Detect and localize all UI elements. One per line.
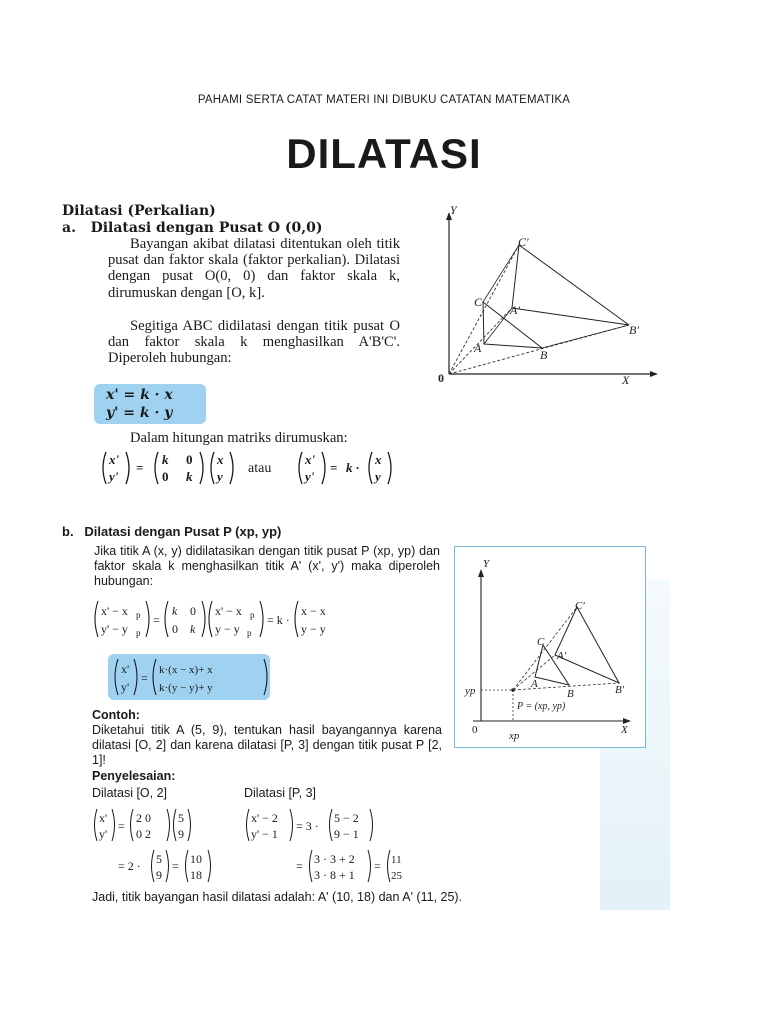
svg-text:2 0: 2 0 — [136, 811, 151, 825]
svg-text:y': y' — [305, 469, 315, 484]
svg-text:10: 10 — [190, 852, 202, 866]
origin-label: 0 — [438, 371, 444, 385]
svg-text:x' − 2: x' − 2 — [251, 811, 278, 825]
formula-box-b — [108, 654, 270, 700]
svg-text:x': x' — [121, 662, 130, 676]
svg-text:11: 11 — [391, 854, 402, 866]
matrix-or-text: atau — [248, 461, 272, 476]
svg-text:9 − 1: 9 − 1 — [334, 827, 359, 841]
svg-text:x: x — [217, 452, 224, 467]
svg-text:=: = — [136, 460, 144, 475]
dilation-diagram-origin — [418, 198, 663, 398]
matrix-formula-a — [98, 448, 398, 488]
page-title: DILATASI — [286, 130, 482, 177]
svg-text:y: y — [375, 469, 381, 484]
svg-text:x − x: x − x — [301, 604, 326, 618]
svg-text:x' − x: x' − x — [215, 604, 242, 618]
svg-text:k: k — [172, 604, 178, 618]
svg-text:y': y' — [109, 469, 119, 484]
section-a-paragraph-2: Segitiga ABC didilatasi dengan titik pusat O dan faktor skala k menghasilkan A'B'C'. Diperoleh hubungan: — [108, 318, 400, 367]
matrix-formula-b1 — [92, 598, 332, 640]
svg-text:x' − x: x' − x — [101, 604, 128, 618]
svg-text:x': x' — [99, 811, 108, 825]
svg-text:= 2 ·: = 2 · — [118, 859, 141, 873]
xp-label: xp — [509, 730, 520, 742]
section-b-heading: b. Dilatasi dengan Pusat P (xp, yp) — [62, 524, 282, 539]
svg-text:=: = — [172, 859, 179, 873]
svg-text:y: y — [217, 469, 223, 484]
svg-text:p: p — [247, 628, 252, 638]
svg-text:y': y' — [121, 680, 130, 694]
point-a-label: A — [531, 678, 538, 690]
svg-text:x: x — [375, 452, 382, 467]
svg-text:=: = — [141, 671, 148, 685]
point-b-label: B — [540, 348, 548, 362]
point-c-label: C — [474, 295, 483, 309]
dilation-diagram-p — [455, 547, 645, 747]
svg-text:= k ·: = k · — [267, 613, 290, 627]
svg-text:k: k — [186, 469, 193, 484]
svg-text:=: = — [153, 613, 160, 627]
y-axis-label: Y — [450, 203, 457, 217]
svg-text:0: 0 — [172, 622, 178, 636]
svg-text:0: 0 — [162, 469, 169, 484]
svg-text:x': x' — [305, 452, 316, 467]
section-b-paragraph-1: Jika titik A (x, y) didilatasikan dengan titik pusat P (xp, yp) dan faktor skala k menghasilkan titik A' (x', y') maka diperoleh hubungan: — [94, 544, 440, 588]
penyelesaian-label: Penyelesaian: — [92, 769, 176, 783]
formula-x: x' = k · x — [106, 387, 173, 403]
matrix-intro: Dalam hitungan matriks dirumuskan: — [130, 430, 348, 446]
svg-text:0: 0 — [186, 452, 193, 467]
svg-text:9: 9 — [156, 868, 162, 882]
section-a-subheading: a. Dilatasi dengan Pusat O (0,0) — [62, 220, 323, 236]
svg-text:18: 18 — [190, 868, 202, 882]
point-c-label: C — [537, 636, 545, 648]
point-b-prime-label: B' — [629, 323, 639, 337]
formula-y: y' = k · y — [106, 405, 173, 421]
p-label: P = (xp, yp) — [517, 701, 566, 712]
svg-text:y' − 1: y' − 1 — [251, 827, 278, 841]
svg-text:5: 5 — [178, 811, 184, 825]
svg-text:=: = — [330, 460, 338, 475]
point-a-label: A — [474, 341, 482, 355]
worked-example-2 — [244, 806, 404, 888]
dilatasi-1-label: Dilatasi [O, 2] — [92, 786, 168, 800]
svg-text:9: 9 — [178, 827, 184, 841]
svg-text:=: = — [296, 859, 303, 873]
svg-text:5: 5 — [156, 852, 162, 866]
yp-label: yp — [465, 685, 476, 697]
svg-text:p: p — [136, 610, 141, 620]
point-a-prime-label: A' — [510, 303, 520, 317]
svg-text:k: k — [190, 622, 196, 636]
point-b-prime-label: B' — [615, 684, 625, 696]
dilation-diagram-p-frame — [454, 546, 646, 748]
svg-text:=: = — [118, 819, 125, 833]
svg-text:p: p — [136, 628, 141, 638]
svg-text:y − y: y − y — [215, 622, 240, 636]
svg-text:y − y: y − y — [301, 622, 326, 636]
svg-text:k·(x − x)+ x: k·(x − x)+ x — [159, 664, 213, 676]
svg-text:k·(y − y)+ y: k·(y − y)+ y — [159, 682, 213, 694]
section-a-heading: Dilatasi (Perkalian) — [62, 203, 216, 219]
svg-text:0: 0 — [190, 604, 196, 618]
svg-text:k ·: k · — [346, 460, 359, 475]
svg-text:5 − 2: 5 − 2 — [334, 811, 359, 825]
svg-text:y' − y: y' − y — [101, 622, 128, 636]
svg-text:3 · 8 + 1: 3 · 8 + 1 — [314, 868, 355, 882]
svg-text:k: k — [162, 452, 169, 467]
point-b-label: B — [567, 688, 574, 700]
point-c-prime-label: C' — [575, 600, 585, 612]
point-a-prime-label: A' — [557, 650, 567, 662]
svg-text:3 · 3 + 2: 3 · 3 + 2 — [314, 852, 355, 866]
section-a-paragraph-1: Bayangan akibat dilatasi ditentukan oleh titik pusat dan faktor skala (faktor perkalian). Dilatasi dengan pusat O(0, 0) dan faktor skala k, dirumuskan dengan [O, k]. — [108, 236, 400, 301]
x-axis-label: X — [622, 373, 630, 387]
dilatasi-2-label: Dilatasi [P, 3] — [244, 786, 317, 800]
x-axis-label: X — [621, 724, 628, 736]
worked-example-1 — [92, 806, 222, 888]
svg-text:y': y' — [99, 827, 108, 841]
point-c-prime-label: C' — [518, 235, 529, 249]
conclusion-text: Jadi, titik bayangan hasil dilatasi adalah: A' (10, 18) dan A' (11, 25). — [92, 890, 463, 904]
svg-text:x': x' — [109, 452, 120, 467]
contoh-label: Contoh: — [92, 708, 140, 722]
svg-text:0 2: 0 2 — [136, 827, 151, 841]
svg-text:= 3 ·: = 3 · — [296, 819, 319, 833]
svg-text:p: p — [250, 610, 255, 620]
origin-label: 0 — [472, 724, 478, 736]
contoh-text: Diketahui titik A (5, 9), tentukan hasil bayangannya karena dilatasi [O, 2] dan karena dilatasi [P, 3] dengan titik pusat P [2, 1]! — [92, 723, 442, 767]
formula-box-a — [94, 384, 206, 424]
svg-text:25: 25 — [391, 870, 402, 882]
header-note: PAHAMI SERTA CATAT MATERI INI DIBUKU CATATAN MATEMATIKA — [197, 94, 571, 106]
y-axis-label: Y — [483, 558, 490, 570]
svg-text:=: = — [374, 859, 381, 873]
